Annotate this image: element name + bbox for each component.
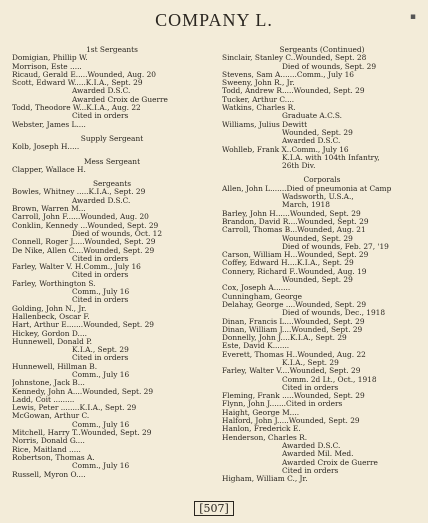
roster-entry: Ricaud, Gerald E.....Wounded, Aug. 20 bbox=[12, 69, 156, 79]
roster-entry: Coffey, Edward H....K.I.A., Sept. 29 bbox=[222, 258, 354, 268]
roster-entry: Johnstone, Jack B... bbox=[12, 378, 85, 388]
roster-entry: Este, David K....... bbox=[222, 341, 290, 351]
roster-entry: Hanlon, Frederick E. bbox=[222, 424, 301, 434]
section-heading: 1st Sergeants bbox=[86, 46, 138, 54]
roster-entry: Dinan, William J....Wounded, Sept. 29 bbox=[222, 324, 363, 334]
roster-entry: Bowles, Whitney .....K.I.A., Sept. 29 bbox=[12, 187, 146, 197]
roster-entry: Webster, James L.... bbox=[12, 119, 86, 129]
roster-entry: Brandon, David R....Wounded, Sept. 29 bbox=[222, 216, 369, 226]
roster-entry: Farley, Walter V. H.Comm., July 16 bbox=[12, 262, 141, 272]
entry-note: Awarded Croix de Guerre bbox=[72, 94, 168, 104]
section-heading: Mess Sergeant bbox=[83, 156, 141, 166]
roster-entry: Hunnewell, Hillman B. bbox=[12, 361, 98, 371]
roster-entry: Cox, Joseph A....... bbox=[222, 283, 291, 293]
entry-note: Died of wounds, Sept. 29 bbox=[282, 61, 377, 71]
roster-entry: Farley, Worthington S. bbox=[12, 278, 96, 288]
roster-entry: Rice, Maitland ..... bbox=[12, 444, 81, 454]
roster-entry: Hart, Arthur E.......Wounded, Sept. 29 bbox=[12, 320, 154, 330]
entry-note: Died of wounds, Oct. 12 bbox=[72, 228, 163, 238]
roster-columns bbox=[12, 46, 422, 483]
roster-entry: Carroll, John F......Wounded, Aug. 20 bbox=[12, 212, 149, 222]
roster-entry: Conklin, Kennedy ...Wounded, Sept. 29 bbox=[12, 220, 159, 230]
roster-entry: Delahay, George ....Wounded, Sept. 29 bbox=[222, 299, 367, 309]
corner-mark: ▪ bbox=[409, 12, 416, 22]
entry-note: 26th Div. bbox=[282, 161, 316, 171]
roster-entry: Ladd, Coit ......... bbox=[12, 394, 75, 404]
roster-entry: Sinclair, Stanley C..Wounded, Sept. 28 bbox=[222, 53, 367, 63]
entry-note: Cited in orders bbox=[72, 111, 129, 121]
entry-note: Cited in orders bbox=[282, 465, 339, 475]
roster-entry: Russell, Myron O.... bbox=[12, 469, 86, 479]
roster-entry: Haight, George M.... bbox=[222, 407, 300, 417]
roster-entry: Morrison, Este ..... bbox=[12, 61, 82, 71]
entry-note: Comm., July 16 bbox=[72, 419, 130, 429]
section-heading: Sergeants (Continued) bbox=[279, 46, 365, 54]
entry-note: Awarded D.S.C. bbox=[282, 440, 341, 450]
roster-entry: Mitchell, Harry T..Wounded, Sept. 29 bbox=[12, 428, 152, 438]
roster-entry: Hunnewell, Donald P. bbox=[12, 336, 93, 346]
roster-left-column bbox=[12, 46, 212, 483]
page-title: COMPANY L. bbox=[155, 10, 273, 30]
roster-entry: Norris, Donald G.... bbox=[12, 436, 85, 446]
roster-entry: Fleming, Frank .....Wounded, Sept. 29 bbox=[222, 391, 365, 401]
entry-note: Cited in orders bbox=[72, 353, 129, 363]
roster-entry: Higham, William C., Jr. bbox=[222, 474, 308, 484]
roster-entry: De Nike, Allen C....Wounded, Sept. 29 bbox=[12, 245, 155, 255]
entry-note: Comm., July 16 bbox=[72, 461, 130, 471]
roster-entry: Dinan, Francis L....Wounded, Sept. 29 bbox=[222, 316, 365, 326]
roster-entry: Kolb, Joseph H..... bbox=[12, 142, 80, 152]
roster-entry: Domigian, Phillip W. bbox=[12, 53, 88, 63]
roster-entry: Connell, Roger J.....Wounded, Sept. 29 bbox=[12, 237, 156, 247]
roster-entry: Allen, John L.......Died of pneumonia at Camp bbox=[222, 183, 392, 193]
roster-entry: McGowan, Arthur C. bbox=[12, 411, 90, 421]
roster-entry: Halford, John J.....Wounded, Sept. 29 bbox=[222, 416, 360, 426]
roster-entry: Tucker, Arthur C.... bbox=[222, 94, 295, 104]
entry-note: Awarded D.S.C. bbox=[72, 195, 131, 205]
roster-entry: Hickey, Gordon D.... bbox=[12, 328, 87, 338]
roster-entry: Williams, Julius Dewitt bbox=[222, 119, 308, 129]
entry-note: Wounded, Sept. 29 bbox=[282, 275, 353, 285]
entry-note: Awarded Croix de Guerre bbox=[282, 457, 378, 467]
roster-entry: Wohlleb, Frank X..Comm., July 16 bbox=[222, 144, 349, 154]
roster-entry: Everett, Thomas H..Wounded, Aug. 22 bbox=[222, 349, 366, 359]
entry-note: Comm., July 16 bbox=[72, 287, 130, 297]
roster-entry: Kennedy, John A....Wounded, Sept. 29 bbox=[12, 386, 154, 396]
roster-entry: Brown, Warren M... bbox=[12, 204, 86, 214]
roster-entry: Henderson, Charles R. bbox=[222, 432, 308, 442]
roster-entry: Scott, Edward W.....K.I.A., Sept. 29 bbox=[12, 78, 143, 88]
roster-entry: Carroll, Thomas B...Wounded, Aug. 21 bbox=[222, 225, 366, 235]
roster-right-column bbox=[222, 46, 422, 483]
entry-note: Died of wounds, Dec., 1918 bbox=[282, 308, 386, 318]
entry-note: Died of wounds, Feb. 27, '19 bbox=[282, 241, 389, 251]
roster-entry: Clapper, Wallace H. bbox=[12, 164, 86, 174]
entry-note: Awarded D.S.C. bbox=[282, 136, 341, 146]
roster-entry: Cunningham, George bbox=[222, 291, 303, 301]
roster-entry: Stevens, Sam A.......Comm., July 16 bbox=[222, 69, 354, 79]
page-footer bbox=[0, 502, 428, 515]
entry-note: Comm., July 16 bbox=[72, 369, 130, 379]
roster-entry: Golding, John N., Jr. bbox=[12, 303, 87, 313]
roster-entry: Barley, John H......Wounded, Sept. 29 bbox=[222, 208, 361, 218]
entry-note: Comm. 2d Lt., Oct., 1918 bbox=[282, 374, 377, 384]
roster-entry: Carson, William H...Wounded, Sept. 29 bbox=[222, 250, 369, 260]
roster-entry: Hallenbeck, Oscar F. bbox=[12, 311, 90, 321]
entry-note: K.I.A. with 104th Infantry, bbox=[282, 152, 380, 162]
entry-note: K.I.A., Sept. 29 bbox=[282, 357, 339, 367]
section-heading: Corporals bbox=[303, 175, 341, 185]
entry-note: Cited in orders bbox=[72, 253, 129, 263]
roster-entry: Connery, Richard F..Wounded, Aug. 19 bbox=[222, 266, 367, 276]
entry-note: Graduate A.C.S. bbox=[282, 111, 343, 121]
entry-note: Cited in orders bbox=[72, 270, 129, 280]
section-heading: Sergeants bbox=[92, 179, 131, 189]
roster-entry: Flynn, John J.......Cited in orders bbox=[222, 399, 343, 409]
roster-entry: Sweeny, John R., Jr. bbox=[222, 78, 295, 88]
roster-entry: Donnelly, John J....K.I.A., Sept. 29 bbox=[222, 333, 347, 343]
entry-note: K.I.A., Sept. 29 bbox=[72, 345, 129, 355]
entry-note: Awarded Mil. Med. bbox=[282, 449, 354, 459]
roster-entry: Watkins, Charles R. bbox=[222, 103, 296, 113]
entry-note: Wounded, Sept. 29 bbox=[282, 127, 353, 137]
section-heading: Supply Sergeant bbox=[80, 133, 144, 143]
entry-note: Wounded, Sept. 29 bbox=[282, 233, 353, 243]
roster-entry: Robertson, Thomas A. bbox=[12, 452, 95, 462]
roster-entry: Lewis, Peter ........K.I.A., Sept. 29 bbox=[12, 403, 137, 413]
roster-entry: Farley, Walter V....Wounded, Sept. 29 bbox=[222, 366, 361, 376]
roster-entry: Todd, Andrew R.....Wounded, Sept. 29 bbox=[222, 86, 365, 96]
entry-note: Awarded D.S.C. bbox=[72, 86, 131, 96]
page-number: [507] bbox=[194, 501, 234, 516]
entry-note: Cited in orders bbox=[282, 382, 339, 392]
entry-note: Cited in orders bbox=[72, 295, 129, 305]
roster-entry: Todd, Theodore W...K.I.A., Aug. 22 bbox=[12, 103, 141, 113]
entry-note: Wadsworth, U.S.A., bbox=[282, 192, 354, 202]
entry-note: March, 1918 bbox=[282, 200, 330, 210]
